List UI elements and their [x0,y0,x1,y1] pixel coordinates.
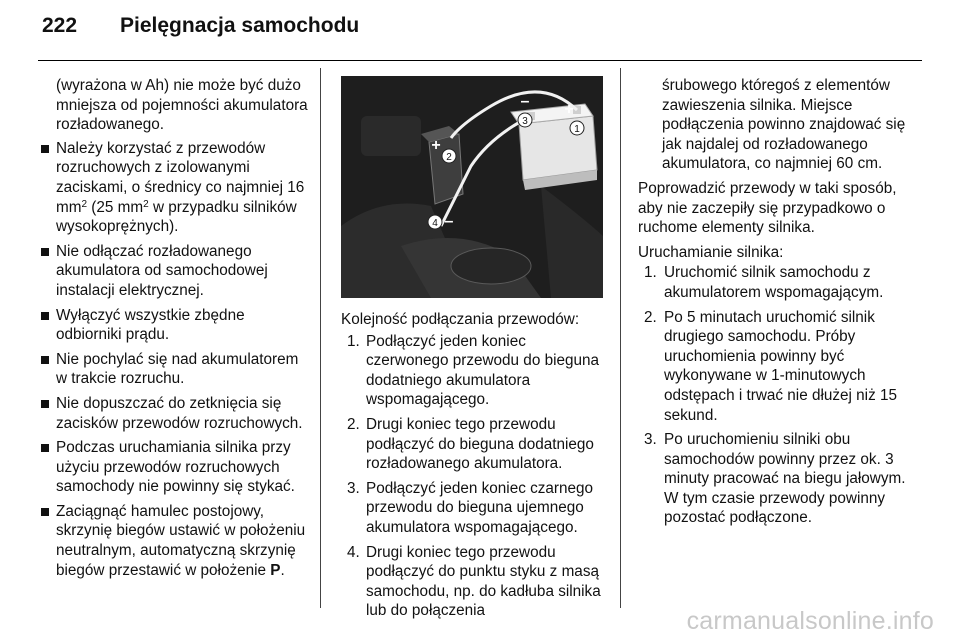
engine-component [361,116,421,156]
connection-order-caption: Kolejność podłączania przewodów: [341,311,580,328]
list-item [638,308,916,426]
step-number: 2. [644,308,657,326]
step-text: Po uruchomieniu silniki obu samochodów powinny przez ok. 3 minuty pracować na biegu jałowym. W tym czasie przewody powinny pozostać podłączone. [664,431,906,527]
column-3 [638,76,916,533]
list-item [341,415,609,474]
step-number: 1. [347,332,360,350]
step-number: 1. [644,264,657,282]
list-item [341,479,609,538]
column-divider-2 [620,68,621,608]
minus-sign: – [520,93,530,110]
header-rule [38,60,922,61]
page-title: Pielęgnacja samochodu [120,14,360,37]
continued-paragraph: śrubowego któregoś z elementów zawieszenia silnika. Miejsce podłączenia powinno znajdować się jak najdalej od rozładowanego akumulatora, co najmniej 60 cm. [662,77,906,173]
step-text: Po 5 minutach uruchomić silnik drugiego samochodu. Próby uruchomienia powinny być wykonywane w 1-minutowych odstępach i trwać nie dłużej niż 15 sekund. [664,308,897,424]
engine-start-heading: Uruchamianie silnika: [638,243,784,261]
step-text: Podłączyć jeden koniec czarnego przewodu do bieguna ujemnego akumulatora wspomagającego. [366,479,594,536]
precautions-list [40,139,308,580]
list-item [341,543,609,621]
engine-start-steps-list [638,263,916,528]
step-number: 2. [347,415,360,433]
list-item [40,502,308,580]
list-item [341,332,609,410]
column-1 [40,76,308,585]
column-divider-1 [320,68,321,608]
list-item: Wyłączyć wszystkie zbędne odbiorniki prądu. [40,306,308,345]
page-number: 222 [42,14,78,37]
step-text: Drugi koniec tego przewodu podłączyć do bieguna dodatniego rozładowanego akumulatora. [366,415,594,473]
list-item: Nie odłączać rozładowanego akumulatora od samochodowej instalacji elektrycznej. [40,242,308,301]
marker-3-label: 3 [522,116,528,127]
list-item: Nie dopuszczać do zetknięcia się zacisków przewodów rozruchowych. [40,394,308,433]
plus-sign: + [564,101,574,118]
step-text: Uruchomić silnik samochodu z akumulatorem wspomagającym. [664,264,884,301]
cable-routing-paragraph: Poprowadzić przewody w taki sposób, aby nie zaczepiły się przypadkowo o ruchome elementy silnika. [638,179,897,237]
connection-steps-list [341,332,609,621]
continued-paragraph: (wyrażona w Ah) nie może być dużo mniejsza od pojemności akumulatora rozładowanego. [56,77,308,134]
step-number: 3. [347,479,360,497]
gear-position-label: P [270,561,281,579]
marker-4-label: 4 [432,218,438,229]
minus-sign: – [444,213,454,230]
step-text: Drugi koniec tego przewodu podłączyć do punktu styku z masą samochodu, np. do kadłuba silnika lub do połączenia [366,543,601,620]
superscript: 2 [81,198,88,210]
booster-battery [519,116,597,180]
jump-start-illustration [341,76,603,298]
list-item: Nie pochylać się nad akumulatorem w trakcie rozruchu. [40,350,308,389]
step-text: Podłączyć jeden koniec czerwonego przewodu do bieguna dodatniego akumulatora wspomagającego. [366,332,600,409]
text-span: w przypadku silników wysokoprężnych). [56,198,297,236]
list-item [638,263,916,302]
marker-1-label: 1 [574,124,580,135]
watermark: carmanualsonline.info [686,607,934,635]
page-header [0,0,960,62]
engine-component [451,248,531,284]
list-item: Podczas uruchamiania silnika przy użyciu przewodów rozruchowych samochody nie powinny się stykać. [40,438,308,497]
superscript: 2 [143,198,149,210]
column-2 [341,76,609,626]
marker-2-label: 2 [446,152,452,163]
step-number: 4. [347,543,360,561]
step-number: 3. [644,431,657,449]
text-span: . [280,561,285,579]
plus-sign: + [431,137,441,154]
text-span: (25 mm [87,198,144,216]
list-item [40,139,308,237]
text-span: Należy korzystać z przewodów rozruchowych z izolowanymi zaciskami, o średnicy co najmniej 16 mm [56,139,305,216]
list-item [638,430,916,528]
text-span: Zaciągnąć hamulec postojowy, skrzynię biegów ustawić w położeniu neutralnym, automatyczną skrzynię biegów przestawić w położenie [56,502,306,579]
